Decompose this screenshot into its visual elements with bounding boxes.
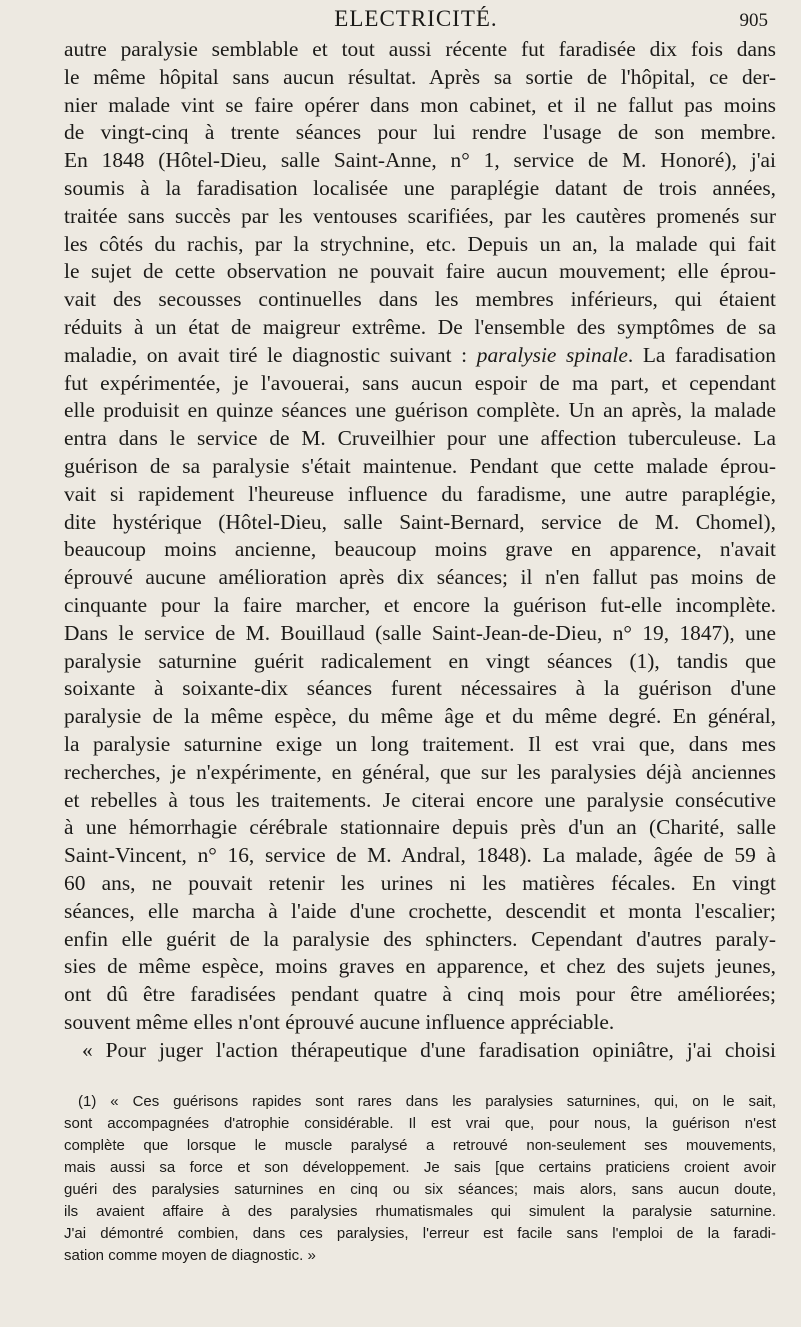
page-header bbox=[64, 4, 768, 34]
text-line: vait si rapidement l'heureuse influence du faradisme, une autre paraplégie, bbox=[64, 481, 776, 506]
text-line: le sujet de cette observation ne pouvait faire aucun mouvement; elle éprou- bbox=[64, 259, 776, 284]
text-line: Dans le service de M. Bouillaud (salle Saint-Jean-de-Dieu, n° 19, 1847), une bbox=[64, 620, 776, 645]
footnote-line: (1) « Ces guérisons rapides sont rares dans les paralysies saturnines, qui, on le sait, bbox=[78, 1093, 776, 1110]
text-line: réduits à un état de maigreur extrême. De l'ensemble des symptômes de sa bbox=[64, 314, 776, 339]
text-line: entra dans le service de M. Cruveilhier pour une affection tuberculeuse. La bbox=[64, 426, 776, 451]
footnote-line: guéri des paralysies saturnines en cinq ou six séances; mais alors, sans aucun doute, bbox=[64, 1181, 776, 1198]
text-line: nier malade vint se faire opérer dans mon cabinet, et il ne fallut pas moins bbox=[64, 92, 776, 117]
text-line: et rebelles à tous les traitements. Je citerai encore une paralysie consécutive bbox=[64, 787, 776, 812]
text-line: ont dû être faradisées pendant quatre à cinq mois pour être améliorées; bbox=[64, 982, 776, 1007]
footnote-line: mais aussi sa force et son développement. Je sais [que certains praticiens croient avoir bbox=[64, 1159, 776, 1176]
footnote-line: ils avaient affaire à des paralysies rhumatismales qui simulent la paralysie saturnine. bbox=[64, 1203, 776, 1220]
text-line: traitée sans succès par les ventouses scarifiées, par les cautères promenés sur bbox=[64, 203, 776, 228]
footnote-line: complète que lorsque le muscle paralysé a retrouvé non-seulement ses mouvements, bbox=[64, 1137, 776, 1154]
text-line: « Pour juger l'action thérapeutique d'une faradisation opiniâtre, j'ai choisi bbox=[82, 1037, 776, 1062]
footnote bbox=[64, 1091, 776, 1267]
diagnosis-italic: paralysie spinale bbox=[476, 342, 628, 367]
text-line: paralysie de la même espèce, du même âge et du même degré. En général, bbox=[64, 704, 776, 729]
text-line: En 1848 (Hôtel-Dieu, salle Saint-Anne, n° 1, service de M. Honoré), j'ai bbox=[64, 148, 776, 173]
text-line: les côtés du rachis, par la strychnine, etc. Depuis un an, la malade qui fait bbox=[64, 231, 776, 256]
text-line: cinquante pour la faire marcher, et encore la guérison fut-elle incomplète. bbox=[64, 592, 776, 617]
footnote-line: sation comme moyen de diagnostic. » bbox=[64, 1247, 316, 1264]
text-line: souvent même elles n'ont éprouvé aucune influence appréciable. bbox=[64, 1009, 615, 1034]
text-line: de vingt-cinq à trente séances pour lui rendre l'usage de son membre. bbox=[64, 120, 776, 145]
text-line: autre paralysie semblable et tout aussi récente fut faradisée dix fois dans bbox=[64, 37, 776, 61]
running-title: ELECTRICITÉ. bbox=[334, 6, 498, 31]
footnote-line: J'ai démontré combien, dans ces paralysies, l'erreur est facile sans l'emploi de la faradi- bbox=[64, 1225, 776, 1242]
page-number: 905 bbox=[739, 10, 768, 31]
text-span: maladie, on avait tiré le diagnostic suivant : bbox=[64, 342, 468, 367]
text-line: séances, elle marcha à l'aide d'une crochette, descendit et monta l'escalier; bbox=[64, 898, 776, 923]
text-line: recherches, je n'expérimente, en général, que sur les paralysies déjà anciennes bbox=[64, 759, 776, 784]
text-line: soixante à soixante-dix séances furent nécessaires à la guérison d'une bbox=[64, 676, 776, 701]
text-line: éprouvé aucune amélioration après dix séances; il n'en fallut pas moins de bbox=[64, 565, 776, 590]
text-line: dite hystérique (Hôtel-Dieu, salle Saint-Bernard, service de M. Chomel), bbox=[64, 509, 776, 534]
text-line: fut expérimentée, je l'avouerai, sans aucun espoir de ma part, et cependant bbox=[64, 370, 776, 395]
text-line: Saint-Vincent, n° 16, service de M. Andral, 1848). La malade, âgée de 59 à bbox=[64, 843, 776, 868]
footnote-line: sont accompagnées d'atrophie considérable. Il est vrai que, pour nous, la guérison n'est bbox=[64, 1115, 776, 1132]
text-line: soumis à la faradisation localisée une paraplégie datant de trois années, bbox=[64, 175, 776, 200]
text-line-diagnosis bbox=[64, 342, 776, 370]
text-line: elle produisit en quinze séances une guérison complète. Un an après, la malade bbox=[64, 398, 776, 423]
text-line: guérison de sa paralysie s'était maintenue. Pendant que cette malade éprou- bbox=[64, 453, 776, 478]
text-line: 60 ans, ne pouvait retenir les urines ni les matières fécales. En vingt bbox=[64, 870, 776, 895]
text-line: beaucoup moins ancienne, beaucoup moins grave en apparence, n'avait bbox=[64, 537, 776, 562]
main-text bbox=[64, 36, 776, 1064]
text-line: la paralysie saturnine exige un long traitement. Il est vrai que, dans mes bbox=[64, 731, 776, 756]
text-line: vait des secousses continuelles dans les membres inférieurs, qui étaient bbox=[64, 287, 776, 312]
text-span: . La faradisation bbox=[627, 342, 776, 367]
text-line: le même hôpital sans aucun résultat. Après sa sortie de l'hôpital, ce der- bbox=[64, 64, 776, 89]
text-line: sies de même espèce, moins graves en apparence, et chez des sujets jeunes, bbox=[64, 954, 776, 979]
text-line: paralysie saturnine guérit radicalement en vingt séances (1), tandis que bbox=[64, 648, 776, 673]
text-line: enfin elle guérit de la paralysie des sphincters. Cependant d'autres paraly- bbox=[64, 926, 776, 951]
text-line: à une hémorrhagie cérébrale stationnaire depuis près d'un an (Charité, salle bbox=[64, 815, 776, 840]
